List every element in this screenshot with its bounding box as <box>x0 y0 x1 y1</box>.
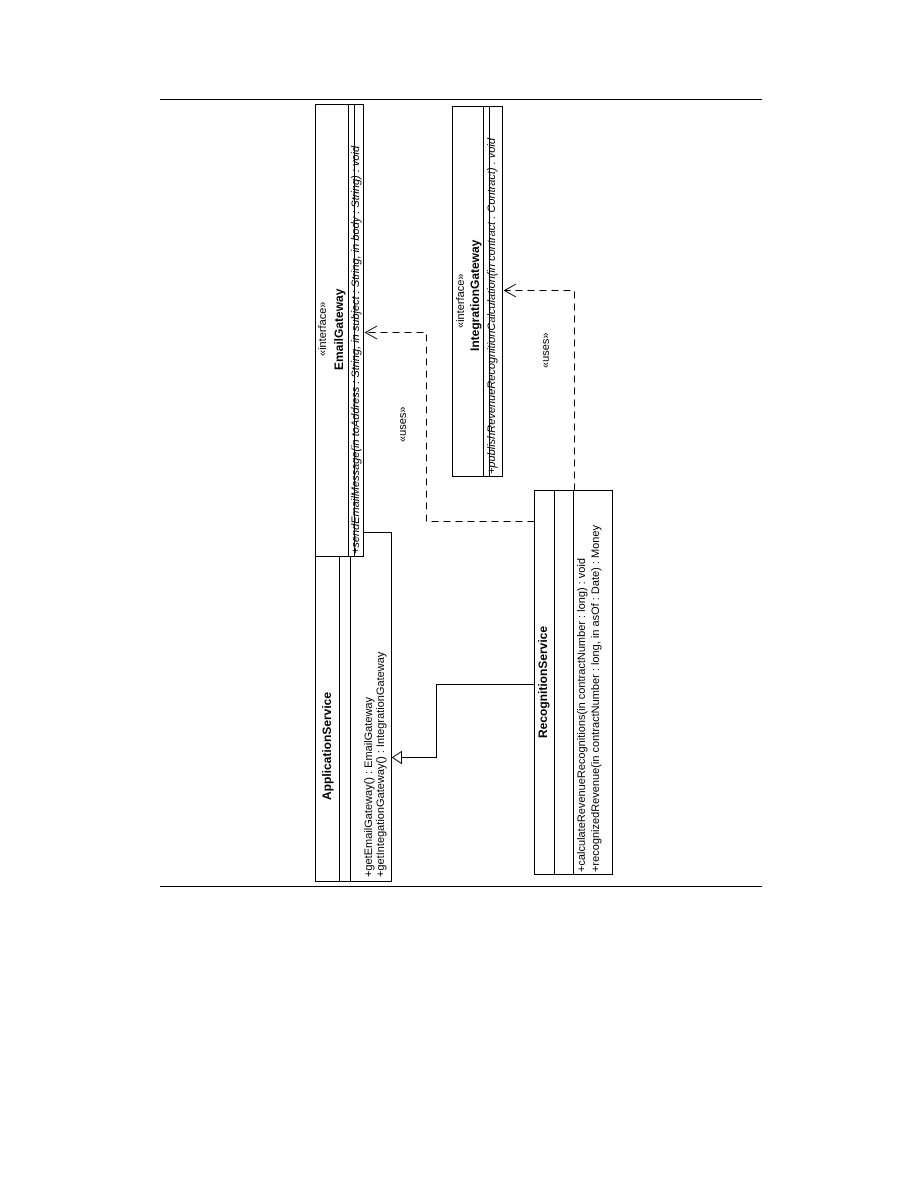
application-service-name: ApplicationService <box>320 691 334 800</box>
application-service-op-2: +getIntegationGateway() : IntegrationGateway <box>375 651 387 877</box>
integration-gateway-name: IntegrationGateway <box>468 239 482 351</box>
bottom-rule <box>160 886 762 887</box>
email-gateway-name: EmailGateway <box>332 288 346 370</box>
uses-integration-dependency <box>505 284 575 491</box>
email-gateway-stereotype: «interface» <box>317 301 329 356</box>
integration-gateway-stereotype: «interface» <box>455 273 467 328</box>
uses-integration-label: «uses» <box>540 332 552 368</box>
application-service-op-1: +getEmailGateway() : EmailGateway <box>363 696 375 877</box>
recognition-service-op-1: +calculateRevenueRecognitions(in contractNumber : long) : void <box>576 558 588 872</box>
uses-email-dependency <box>366 326 535 522</box>
recognition-service-op-2: +recognizedRevenue(in contractNumber : long, in asOf : Date) : Money <box>590 525 602 872</box>
uses-email-label: «uses» <box>397 406 409 442</box>
recognition-service-name: RecognitionService <box>536 625 550 738</box>
integration-gateway-op-1: +publishRevenueRecognitionCalculation(in contract : Contract) : void <box>486 138 498 474</box>
uml-class-diagram <box>315 102 613 882</box>
generalization-arrow <box>393 685 535 764</box>
email-gateway-op-1: +sendEmailMessage(in toAddress : String, in subject : String, in body : String) : void <box>350 145 362 554</box>
top-rule <box>160 99 762 100</box>
